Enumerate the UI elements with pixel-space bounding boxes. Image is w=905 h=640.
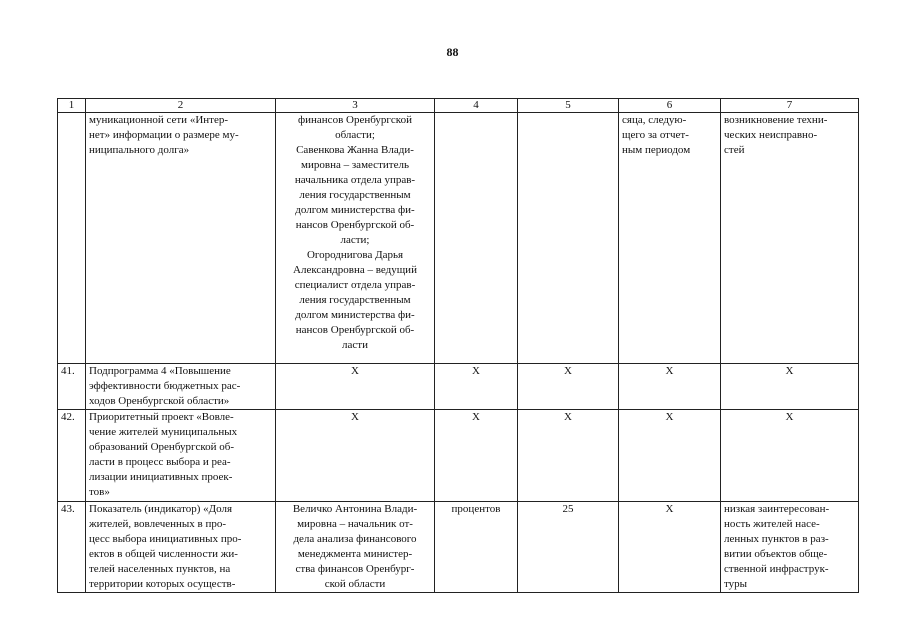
indicator-name: Приоритетный проект «Вовле- чение жителей муниципальных образований Оренбургской об- ласти в процесс выбора и реа- лизации инициативных проек- тов» (86, 410, 276, 502)
target-value: Х (518, 410, 619, 502)
risk-description: низкая заинтересован- ность жителей насе- ленных пунктов в раз- витии объектов обще- ственной инфраструк- туры (721, 502, 859, 593)
unit-of-measure: Х (435, 410, 518, 502)
column-number-3: 3 (276, 99, 435, 113)
table-row (58, 502, 859, 593)
row-number: 41. (58, 364, 86, 410)
unit-of-measure (435, 113, 518, 364)
table-row (58, 364, 859, 410)
responsible-person: Х (276, 364, 435, 410)
column-number-5: 5 (518, 99, 619, 113)
reporting-period: Х (619, 364, 721, 410)
table-row (58, 410, 859, 502)
column-number-1: 1 (58, 99, 86, 113)
responsible-person: финансов Оренбургской области; Савенкова Жанна Влади- мировна – заместитель начальника отдела управ- ления государственным долгом министерства фи- нансов Оренбургской об- ласти; Огороднигова Дарья Александровна – ведущий специалист отдела управ- ления государственным долгом министерства фи- нансов Оренбургской об- ласти (276, 113, 435, 364)
target-value: 25 (518, 502, 619, 593)
risk-description: Х (721, 410, 859, 502)
table-header-row (58, 99, 859, 113)
column-number-4: 4 (435, 99, 518, 113)
responsible-person: Величко Антонина Влади- мировна – начальник от- дела анализа финансового менеджмента министер- ства финансов Оренбург- ской области (276, 502, 435, 593)
indicator-name: муникационной сети «Интер- нет» информации о размере му- ниципального долга» (86, 113, 276, 364)
risk-description: Х (721, 364, 859, 410)
row-number: 43. (58, 502, 86, 593)
column-number-2: 2 (86, 99, 276, 113)
target-value: Х (518, 364, 619, 410)
column-number-7: 7 (721, 99, 859, 113)
reporting-period: Х (619, 502, 721, 593)
document-table (57, 98, 859, 593)
table-row (58, 113, 859, 364)
page-number: 88 (446, 45, 459, 59)
risk-description: возникновение техни- ческих неисправно- стей (721, 113, 859, 364)
indicator-name: Показатель (индикатор) «Доля жителей, вовлеченных в про- цесс выбора инициативных про- ектов в общей численности жи- телей населенных пунктов, на территории которых осуществ- (86, 502, 276, 593)
target-value (518, 113, 619, 364)
indicator-name: Подпрограмма 4 «Повышение эффективности бюджетных рас- ходов Оренбургской области» (86, 364, 276, 410)
unit-of-measure: Х (435, 364, 518, 410)
reporting-period: Х (619, 410, 721, 502)
responsible-person: Х (276, 410, 435, 502)
unit-of-measure: процентов (435, 502, 518, 593)
row-number: 42. (58, 410, 86, 502)
row-number (58, 113, 86, 364)
column-number-6: 6 (619, 99, 721, 113)
reporting-period: сяца, следую- щего за отчет- ным периодом (619, 113, 721, 364)
